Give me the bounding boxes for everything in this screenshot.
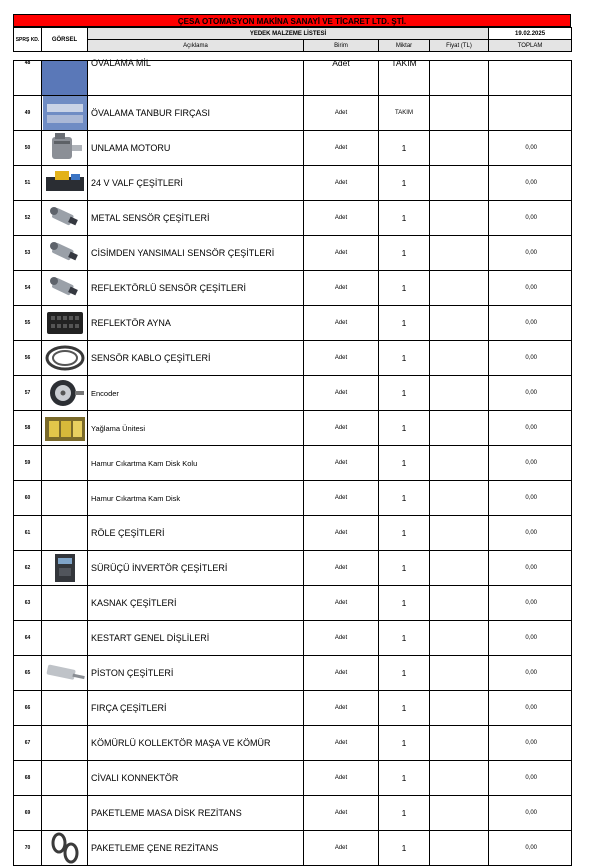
row-price (430, 131, 489, 166)
row-price (430, 166, 489, 201)
table-row (14, 166, 572, 201)
table-row (14, 691, 572, 726)
table-row (14, 516, 572, 551)
row-total: 0,00 (489, 761, 572, 796)
parts-list (13, 58, 571, 853)
row-total: 0,00 (489, 516, 572, 551)
row-qty: 1 (379, 166, 430, 201)
row-image (42, 726, 88, 761)
row-qty: 1 (379, 831, 430, 866)
document-header (13, 14, 571, 52)
row-description: FIRÇA ÇEŞİTLERİ (88, 691, 304, 726)
row-image (42, 691, 88, 726)
row-description: Hamur Cıkartma Kam Disk Kolu (88, 446, 304, 481)
row-total: 0,00 (489, 481, 572, 516)
row-number: 66 (14, 691, 42, 726)
row-description: Yağlama Ünitesi (88, 411, 304, 446)
row-total: 0,00 (489, 271, 572, 306)
row-number: 67 (14, 726, 42, 761)
row-qty: 1 (379, 236, 430, 271)
row-number: 64 (14, 621, 42, 656)
row-total: 0,00 (489, 691, 572, 726)
row-price (430, 656, 489, 691)
row-description: PAKETLEME MASA DİSK REZİTANS (88, 796, 304, 831)
table-row (14, 96, 572, 131)
row-number: 48 (14, 61, 42, 96)
row-price (430, 306, 489, 341)
row-unit: Adet (304, 446, 379, 481)
row-number: 59 (14, 446, 42, 481)
row-price (430, 201, 489, 236)
row-unit: Adet (304, 201, 379, 236)
row-total: 0,00 (489, 341, 572, 376)
col-header-toplam: TOPLAM (489, 40, 572, 52)
row-description: KESTART GENEL DİŞLİLERİ (88, 621, 304, 656)
row-unit: Adet (304, 621, 379, 656)
row-total: 0,00 (489, 621, 572, 656)
row-image (42, 516, 88, 551)
row-number: 58 (14, 411, 42, 446)
col-header-sira: SPRŞ KD. (14, 28, 42, 52)
row-unit: Adet (304, 166, 379, 201)
row-number: 53 (14, 236, 42, 271)
row-qty: 1 (379, 656, 430, 691)
row-price (430, 796, 489, 831)
row-image (42, 376, 88, 411)
table-row (14, 621, 572, 656)
table-row (14, 341, 572, 376)
row-qty: 1 (379, 726, 430, 761)
row-price (430, 586, 489, 621)
row-image (42, 236, 88, 271)
row-qty: 1 (379, 761, 430, 796)
row-price (430, 96, 489, 131)
row-qty: 1 (379, 586, 430, 621)
row-unit: Adet (304, 341, 379, 376)
row-number: 69 (14, 796, 42, 831)
inverter-icon (42, 551, 87, 585)
row-unit: Adet (304, 411, 379, 446)
row-image (42, 166, 88, 201)
lubrication-icon (42, 411, 87, 445)
table-row (14, 446, 572, 481)
row-unit: Adet (304, 691, 379, 726)
table-row (14, 551, 572, 586)
col-header-birim: Birim (304, 40, 379, 52)
row-unit: Adet (304, 96, 379, 131)
row-description: KÖMÜRLÜ KOLLEKTÖR MAŞA VE KÖMÜR (88, 726, 304, 761)
row-image (42, 796, 88, 831)
row-qty: 1 (379, 271, 430, 306)
row-image (42, 551, 88, 586)
row-image (42, 481, 88, 516)
row-qty: 1 (379, 551, 430, 586)
row-description: METAL SENSÖR ÇEŞİTLERİ (88, 201, 304, 236)
row-total: 0,00 (489, 796, 572, 831)
row-number: 49 (14, 96, 42, 131)
row-price (430, 691, 489, 726)
table-row (14, 656, 572, 691)
row-qty: 1 (379, 796, 430, 831)
brush-roller-icon (42, 96, 87, 130)
table-row (14, 761, 572, 796)
row-price (430, 481, 489, 516)
row-image (42, 96, 88, 131)
table-row (14, 306, 572, 341)
row-unit: Adet (304, 586, 379, 621)
row-qty: 1 (379, 201, 430, 236)
row-qty: 1 (379, 516, 430, 551)
row-image (42, 61, 88, 96)
row-qty: 1 (379, 446, 430, 481)
motor-icon (42, 131, 87, 165)
row-qty: 1 (379, 691, 430, 726)
row-number: 65 (14, 656, 42, 691)
row-price (430, 726, 489, 761)
row-image (42, 341, 88, 376)
row-unit: Adet (304, 831, 379, 866)
row-number: 57 (14, 376, 42, 411)
row-qty: TAKIM (379, 96, 430, 131)
row-description: SÜRÜÇÜ İNVERTÖR ÇEŞİTLERİ (88, 551, 304, 586)
row-unit: Adet (304, 551, 379, 586)
row-total: 0,00 (489, 656, 572, 691)
row-number: 52 (14, 201, 42, 236)
encoder-icon (42, 376, 87, 410)
row-qty: 1 (379, 306, 430, 341)
row-image (42, 131, 88, 166)
parts-table (13, 60, 572, 866)
row-description: REFLEKTÖR AYNA (88, 306, 304, 341)
company-name: ÇESA OTOMASYON MAKİNA SANAYİ VE TİCARET LTD. ŞTİ. (13, 14, 571, 27)
row-total: 0,00 (489, 201, 572, 236)
col-header-gorsel: GÖRSEL (42, 28, 88, 52)
row-description: RÖLE ÇEŞİTLERİ (88, 516, 304, 551)
sensor-icon (42, 271, 87, 305)
cable-icon (42, 341, 87, 375)
chain-icon (42, 831, 87, 865)
row-image (42, 411, 88, 446)
row-total (489, 61, 572, 96)
row-price (430, 621, 489, 656)
row-total: 0,00 (489, 586, 572, 621)
row-price (430, 551, 489, 586)
row-price (430, 376, 489, 411)
row-qty: TAKIM (379, 61, 430, 96)
row-description: OVALAMA MİL (88, 61, 304, 96)
row-description: SENSÖR KABLO ÇEŞİTLERİ (88, 341, 304, 376)
row-unit: Adet (304, 271, 379, 306)
row-image (42, 201, 88, 236)
row-image (42, 306, 88, 341)
row-total: 0,00 (489, 376, 572, 411)
row-total: 0,00 (489, 726, 572, 761)
row-description: REFLEKTÖRLÜ SENSÖR ÇEŞİTLERİ (88, 271, 304, 306)
table-row (14, 796, 572, 831)
row-unit: Adet (304, 761, 379, 796)
document-date: 19.02.2025 (489, 28, 572, 40)
table-row (14, 201, 572, 236)
row-total: 0,00 (489, 551, 572, 586)
row-number: 50 (14, 131, 42, 166)
row-image (42, 446, 88, 481)
row-number: 60 (14, 481, 42, 516)
row-qty: 1 (379, 411, 430, 446)
table-row (14, 411, 572, 446)
valve-icon (42, 166, 87, 200)
table-row (14, 481, 572, 516)
row-description: Hamur Cıkartma Kam Disk (88, 481, 304, 516)
row-number: 62 (14, 551, 42, 586)
row-price (430, 516, 489, 551)
row-price (430, 761, 489, 796)
row-description: CİSİMDEN YANSIMALI SENSÖR ÇEŞİTLERİ (88, 236, 304, 271)
sensor-icon (42, 236, 87, 270)
row-description: UNLAMA MOTORU (88, 131, 304, 166)
row-price (430, 446, 489, 481)
row-description: 24 V VALF ÇEŞİTLERİ (88, 166, 304, 201)
row-qty: 1 (379, 376, 430, 411)
row-total: 0,00 (489, 306, 572, 341)
row-description: PİSTON ÇEŞİTLERİ (88, 656, 304, 691)
row-number: 54 (14, 271, 42, 306)
sensor-icon (42, 201, 87, 235)
row-total: 0,00 (489, 131, 572, 166)
row-price (430, 411, 489, 446)
row-image (42, 761, 88, 796)
row-total (489, 96, 572, 131)
row-unit: Adet (304, 131, 379, 166)
row-unit: Adet (304, 481, 379, 516)
row-total: 0,00 (489, 446, 572, 481)
reflector-icon (42, 306, 87, 340)
table-row (14, 726, 572, 761)
row-unit: Adet (304, 726, 379, 761)
row-price (430, 61, 489, 96)
table-row (14, 271, 572, 306)
row-number: 70 (14, 831, 42, 866)
row-price (430, 341, 489, 376)
table-row-partial (14, 61, 572, 96)
row-image (42, 656, 88, 691)
col-header-aciklama: Açıklama (88, 40, 304, 52)
row-description: CİVALI KONNEKTÖR (88, 761, 304, 796)
row-total: 0,00 (489, 831, 572, 866)
row-image (42, 586, 88, 621)
table-row (14, 131, 572, 166)
row-price (430, 236, 489, 271)
row-image (42, 271, 88, 306)
row-image (42, 831, 88, 866)
row-unit: Adet (304, 796, 379, 831)
row-qty: 1 (379, 621, 430, 656)
row-qty: 1 (379, 131, 430, 166)
table-row (14, 831, 572, 866)
row-number: 61 (14, 516, 42, 551)
header-table (13, 27, 572, 52)
row-unit: Adet (304, 61, 379, 96)
row-total: 0,00 (489, 166, 572, 201)
row-price (430, 271, 489, 306)
row-image (42, 621, 88, 656)
row-description: Encoder (88, 376, 304, 411)
row-unit: Adet (304, 516, 379, 551)
col-header-miktar: Miktar (379, 40, 430, 52)
row-total: 0,00 (489, 411, 572, 446)
row-unit: Adet (304, 376, 379, 411)
row-description: PAKETLEME ÇENE REZİTANS (88, 831, 304, 866)
table-row (14, 586, 572, 621)
row-description: ÖVALAMA TANBUR FIRÇASI (88, 96, 304, 131)
row-qty: 1 (379, 341, 430, 376)
row-unit: Adet (304, 236, 379, 271)
row-number: 63 (14, 586, 42, 621)
row-number: 55 (14, 306, 42, 341)
list-title: YEDEK MALZEME LİSTESİ (88, 28, 489, 40)
row-total: 0,00 (489, 236, 572, 271)
col-header-fiyat: Fiyat (TL) (430, 40, 489, 52)
table-row (14, 236, 572, 271)
row-description: KASNAK ÇEŞİTLERİ (88, 586, 304, 621)
row-unit: Adet (304, 306, 379, 341)
row-number: 68 (14, 761, 42, 796)
piston-icon (42, 656, 87, 690)
row-number: 51 (14, 166, 42, 201)
row-unit: Adet (304, 656, 379, 691)
row-price (430, 831, 489, 866)
row-number: 56 (14, 341, 42, 376)
row-qty: 1 (379, 481, 430, 516)
table-row (14, 376, 572, 411)
